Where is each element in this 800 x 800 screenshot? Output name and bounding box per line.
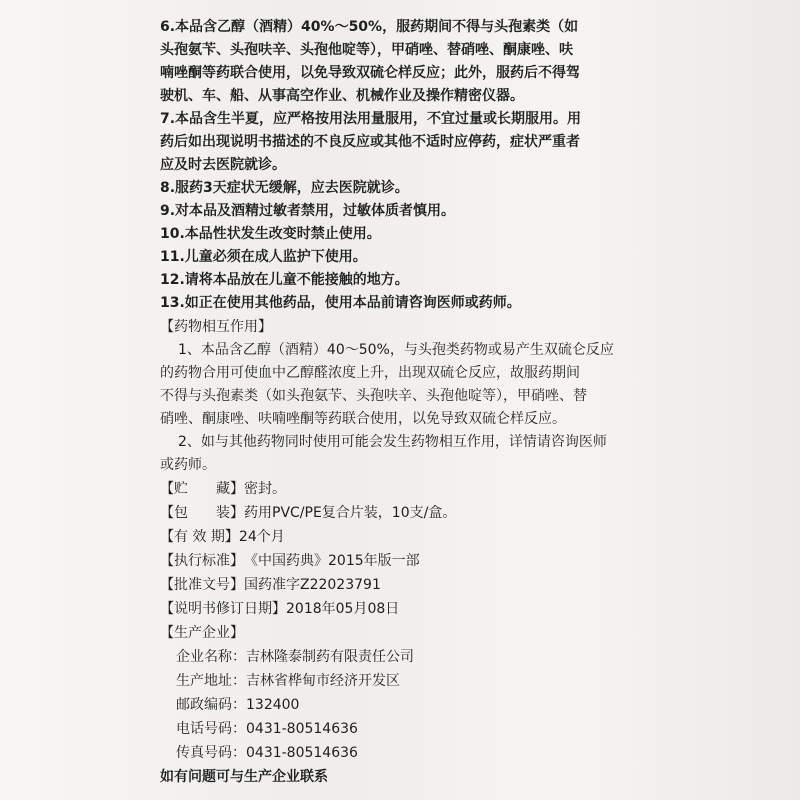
revision-date-field — [160, 597, 630, 621]
row-value: 吉林省桦甸市经济开发区 — [246, 673, 400, 689]
row-label: 生产地址： — [176, 673, 246, 689]
row-label: 邮政编码： — [176, 697, 246, 713]
row-value: 132400 — [246, 697, 300, 713]
company-name-row — [160, 645, 630, 669]
phone-row — [160, 717, 630, 741]
precaution-item-9: 9.对本品及酒精过敏者禁用，过敏体质者慎用。 — [160, 203, 456, 219]
text-line: 药后如出现说明书描述的不良反应或其他不适时应停药，症状严重者 — [160, 134, 580, 150]
row-value: 0431-80514636 — [246, 745, 358, 761]
row-value: 0431-80514636 — [246, 721, 358, 737]
storage-field — [160, 477, 630, 501]
shelf-life-field — [160, 525, 630, 549]
precaution-item-12: 12.请将本品放在儿童不能接触的地方。 — [160, 272, 409, 288]
precaution-item-7 — [160, 108, 630, 177]
text-line: 硝唑、酮康唑、呋喃唑酮等药联合使用，以免导致双硫仑样反应。 — [160, 411, 566, 427]
postal-code-row — [160, 693, 630, 717]
text-line: 应及时去医院就诊。 — [160, 157, 286, 173]
field-label: 【有 效 期】 — [160, 529, 239, 545]
text-line: 头孢氨苄、头孢呋辛、头孢他啶等），甲硝唑、替硝唑、酮康唑、呋 — [160, 42, 573, 58]
interactions-paragraph-2 — [160, 431, 630, 477]
text-line: 驶机、车、船、从事高空作业、机械作业及操作精密仪器。 — [160, 88, 524, 104]
precaution-item-6 — [160, 16, 630, 108]
precaution-item-10: 10.本品性状发生改变时禁止使用。 — [160, 226, 381, 242]
interactions-heading: 【药物相互作用】 — [160, 319, 272, 335]
field-value: 《中国药典》2015年版一部 — [244, 553, 420, 569]
field-value: 药用PVC/PE复合片装，10支/盒。 — [244, 505, 457, 521]
address-row — [160, 669, 630, 693]
field-label: 【贮 藏】 — [160, 481, 244, 497]
row-value: 吉林隆泰制药有限责任公司 — [246, 649, 414, 665]
manufacturer-heading: 【生产企业】 — [160, 625, 244, 641]
precaution-item-11: 11.儿童必须在成人监护下使用。 — [160, 249, 367, 265]
text-line: 或药师。 — [160, 457, 216, 473]
fax-row — [160, 741, 630, 765]
precaution-item-13: 13.如正在使用其他药品，使用本品前请咨询医师或药师。 — [160, 295, 521, 311]
field-label: 【批准文号】 — [160, 577, 244, 593]
packaging-field — [160, 501, 630, 525]
standard-field — [160, 549, 630, 573]
text-line: 6.本品含乙醇（酒精）40%～50%，服药期间不得与头孢素类（如 — [160, 19, 579, 35]
text-line: 喃唑酮等药联合使用，以免导致双硫仑样反应；此外，服药后不得驾 — [160, 65, 580, 81]
interactions-paragraph-1 — [160, 339, 630, 431]
field-label: 【执行标准】 — [160, 553, 244, 569]
field-label: 【说明书修订日期】 — [160, 601, 286, 617]
text-line: 的药物合用可使血中乙醇醛浓度上升，出现双硫仑反应，故服药期间 — [160, 365, 580, 381]
row-label: 传真号码： — [176, 745, 246, 761]
text-line: 1、本品含乙醇（酒精）40～50%，与头孢类药物或易产生双硫仑反应 — [178, 342, 614, 358]
field-value: 2018年05月08日 — [286, 601, 400, 617]
text-line: 7.本品含生半夏，应严格按用法用量服用，不宜过量或长期服用。用 — [160, 111, 582, 127]
leaflet-text — [160, 16, 630, 789]
field-value: 国药准字Z22023791 — [244, 577, 381, 593]
row-label: 企业名称： — [176, 649, 246, 665]
row-label: 电话号码： — [176, 721, 246, 737]
text-line: 2、如与其他药物同时使用可能会发生药物相互作用，详情请咨询医师 — [178, 434, 607, 450]
field-value: 24个月 — [238, 529, 285, 545]
contact-footer: 如有问题可与生产企业联系 — [160, 769, 328, 785]
approval-number-field — [160, 573, 630, 597]
text-line: 不得与头孢素类（如头孢氨苄、头孢呋辛、头孢他啶等），甲硝唑、替 — [160, 388, 587, 404]
field-label: 【包 装】 — [160, 505, 244, 521]
field-value: 密封。 — [244, 481, 286, 497]
precaution-item-8: 8.服药3天症状无缓解，应去医院就诊。 — [160, 180, 409, 196]
